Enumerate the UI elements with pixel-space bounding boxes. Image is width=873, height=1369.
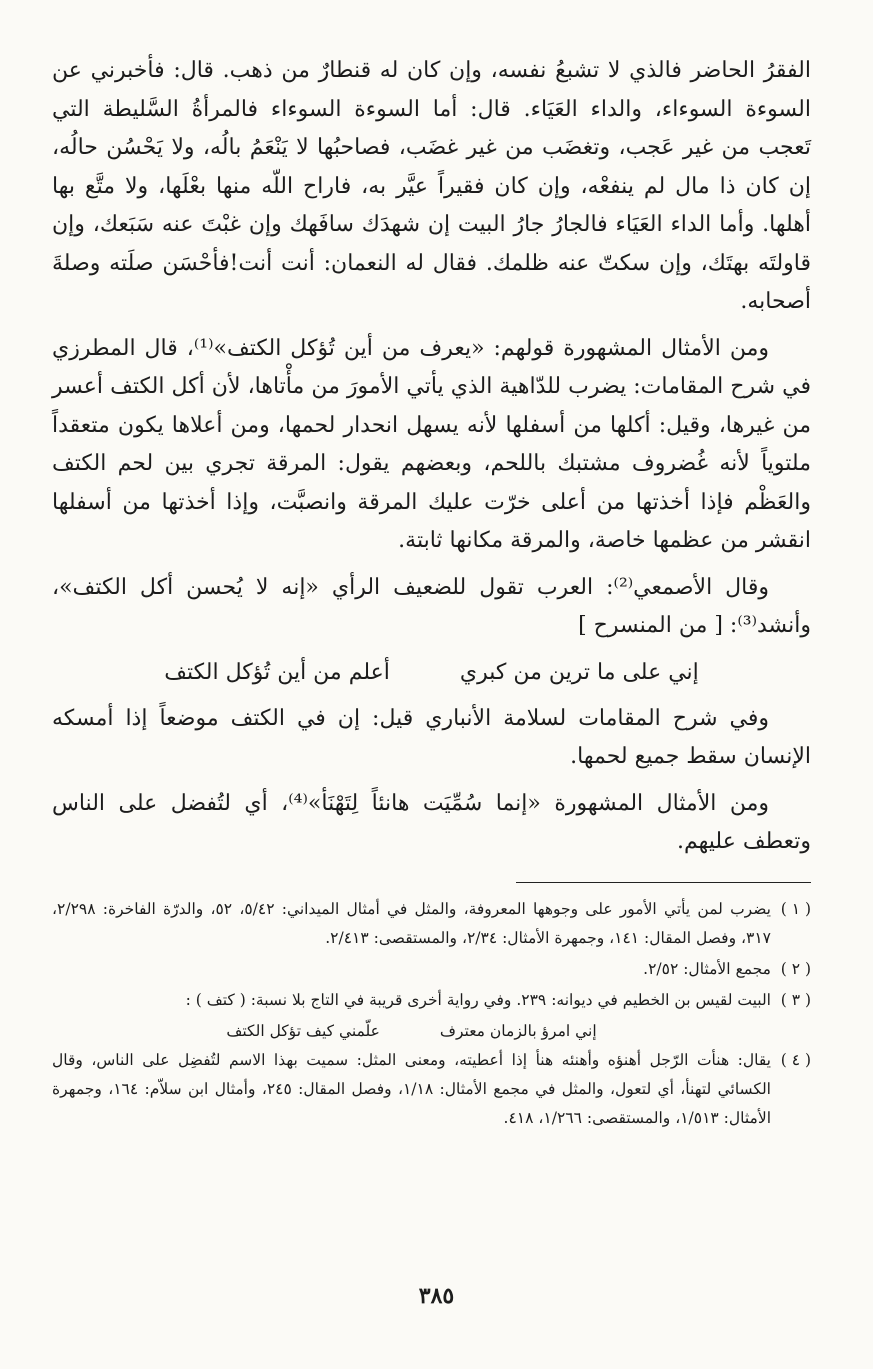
footnote-3 [52, 986, 811, 1015]
footnote-text: يقال: هنأت الرّجل أهنؤه وأهنئه هنأ إذا أعطيته، ومعنى المثل: سميت بهذا الاسم لتُفضِل على الناس، وقال الكسائي لتهنأ، أي لتعول، والمثل في مجمع الأمثال: ١/١٨، وفصل المقال: ٢٤٥، وأمثال ابن سلاّم: ١٦٤، وجمهرة الأمثال: ١/٥١٣، والمستقصى: ١/٢٦٦، ٤١٨. [52, 1050, 771, 1127]
footnote-1 [52, 895, 811, 953]
page-number: ٣٨٥ [418, 1283, 455, 1309]
poem-verse [52, 654, 811, 692]
footnote-text: البيت لقيس بن الخطيم في ديوانه: ٢٣٩. وفي رواية أخرى قريبة في التاج بلا نسبة: ( كتف ) : [185, 990, 771, 1009]
verse-first-hemistich: إني على ما ترين من كبري [459, 659, 699, 685]
footnote-divider [516, 882, 811, 883]
footnote-number: ( ٤ ) [780, 1050, 811, 1069]
main-text [52, 52, 811, 862]
footnote-text: مجمع الأمثال: ٢/٥٢. [643, 959, 771, 978]
footnote-2 [52, 955, 811, 984]
footnote-verse [52, 1017, 811, 1046]
verse-second-hemistich: أعلم من أين تُؤكل الكتف [164, 659, 390, 685]
paragraph-2: ومن الأمثال المشهورة قولهم: «يعرف من أين تُؤكل الكتف»⁽¹⁾، قال المطرزي في شرح المقامات: يضرب للدّاهية الذي يأتي الأمورَ من مأْتاها، لأن أكل الكتف أعسر من غيرها، وقيل: أكلها من أسفلها لأنه يسهل انحدار لحمها، ومن أعلاها يكون متعقداً ملتوياً لأنه غُضروف مشتبك باللحم، وبعضهم يقول: المرقة تجري بين لحم الكتف والعَظْم فإذا أخذتها من أعلى خرّت عليك المرقة وانصبَّت، وإذا أخذتها من أسفلها انقشر من عظمها خاصة، والمرقة مكانها ثابتة. [52, 335, 811, 553]
paragraph-3: وقال الأصمعي⁽²⁾: العرب تقول للضعيف الرأي «إنه لا يُحسن أكل الكتف»، وأنشد⁽³⁾: [ من المنسرح ] [52, 574, 811, 638]
footnote-verse-first-hemistich: إني امرؤ بالزمان معترف [439, 1021, 597, 1040]
paragraph-4: وفي شرح المقامات لسلامة الأنباري قيل: إن في الكتف موضعاً إذا أمسكه الإنسان سقط جميع لحمها. [52, 705, 811, 769]
footnote-number: ( ١ ) [780, 899, 811, 918]
footnote-text: يضرب لمن يأتي الأمور على وجوهها المعروفة، والمثل في أمثال الميداني: ٥/٤٢، ٥٢، والدرّة الفاخرة: ٢/٢٩٨، ٣١٧، وفصل المقال: ١٤١، وجمهرة الأمثال: ٢/٣٤، والمستقصى: ٢/٤١٣. [52, 899, 771, 947]
footnote-verse-second-hemistich: علّمني كيف تؤكل الكتف [226, 1021, 380, 1040]
paragraph-1: الفقرُ الحاضر فالذي لا تشبعُ نفسه، وإن كان له قنطارٌ من ذهب. قال: فأخبرني عن السوءة السوءاء، والداء العَيَاء. قال: أما السوءة السوءاء فالمرأةُ السَّليطة التي تَعجب من غير عَجب، وتغضَب من غير غضَب، فصاحبُها لا يَنْعَمُ بالُه، ولا يَحْسُن حالُه، إن كان ذا مال لم ينفعْه، وإن كان فقيراً عيَّر به، فاراح اللّه منها بعْلَها، ولا متَّع بها أهلها. وأما الداء العَيَاء فالجارُ جارُ البيت إن شهدَك سافَهك وإن غبْتَ عنه سَبَعك، وإن قاولتَه بهتَك، وإن سكتّ عنه ظلمك. فقال له النعمان: أنت أنت!فأحْسَن صلَته وصلةَ أصحابه. [52, 58, 811, 314]
footnote-number: ( ٢ ) [780, 959, 811, 978]
footnotes [52, 895, 811, 1133]
footnote-number: ( ٣ ) [780, 990, 811, 1009]
footnote-4 [52, 1046, 811, 1133]
paragraph-5: ومن الأمثال المشهورة «إنما سُمِّيَت هانئاً لِتَهْنَأ»⁽⁴⁾، أي لتُفضل على الناس وتعطف عليهم. [52, 790, 811, 854]
